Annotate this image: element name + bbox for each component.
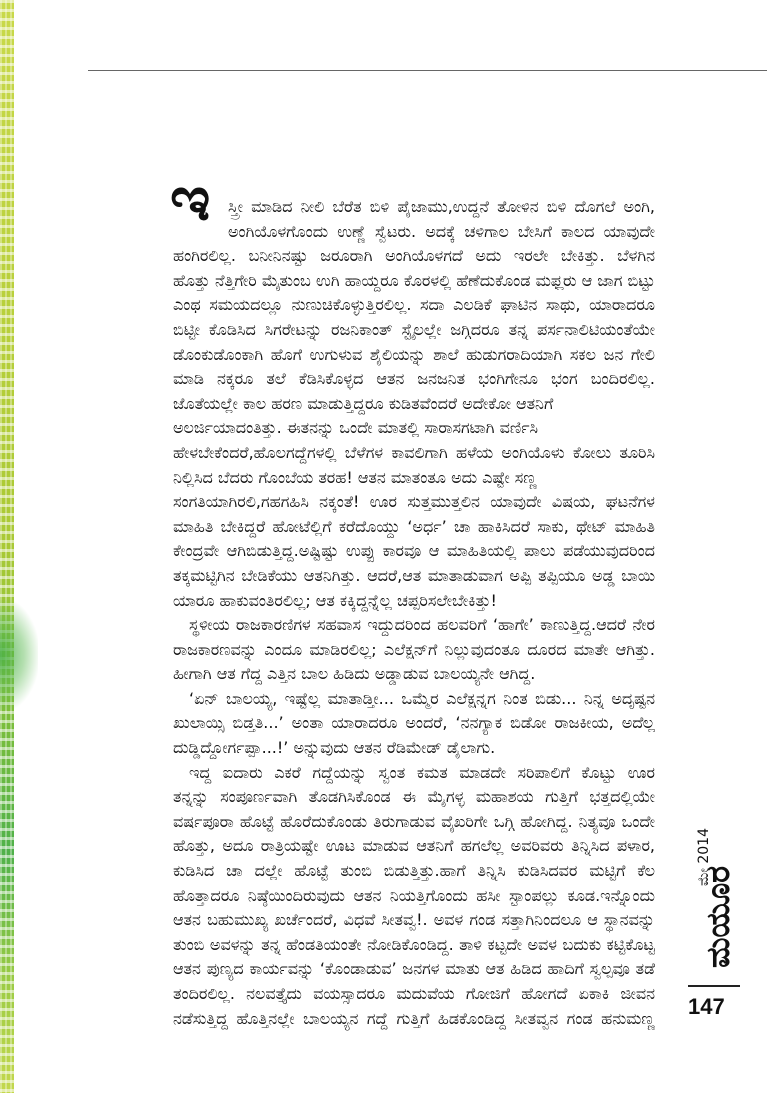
article-line: ನಡೆಸುತ್ತಿದ್ದ ಹೊತ್ತಿನಲ್ಲೇ ಬಾಲಯ್ಯನ ಗದ್ದೆ ಗುತ್ತಿಗೆ ಹಿಡಕೊಂಡಿದ್ದ ಸೀತವ್ವನ ಗಂಡ ಹನುಮಣ್ಣ <box>173 1008 655 1028</box>
article-line: ಹೇಳಬೇಕೆಂದರೆ,ಹೊಲಗದ್ದೆಗಳಲ್ಲಿ ಬೆಳೆಗಳ ಕಾವಲಿಗಾಗಿ ಹಳೆಯ ಅಂಗಿಯೊಳು ಕೋಲು ತೂರಿಸಿ <box>173 442 655 462</box>
article-line: ಇದ್ದ ಐದಾರು ಎಕರೆ ಗದ್ದೆಯನ್ನು ಸ್ವಂತ ಕಮತ ಮಾಡದೇ ಸರಿಪಾಲಿಗೆ ಕೊಟ್ಟು ಊರ <box>189 762 655 782</box>
article-line: ಹೀಗಾಗಿ ಆತ ಗೆದ್ದ ಎತ್ತಿನ ಬಾಲ ಹಿಡಿದು ಅಡ್ಡಾಡುವ ಬಾಲಯ್ಯನೇ ಆಗಿದ್ದ. <box>173 664 536 684</box>
article-line: ದುಡ್ಡಿದ್ದೋರ್ಗಪ್ಪಾ...!’ ಅನ್ನುವುದು ಆತನ ರೆಡಿಮೇಡ್ ಡೈಲಾಗು. <box>173 738 496 758</box>
article-line: ಮಾಹಿತಿ ಬೇಕಿದ್ದರೆ ಹೋಟೆಲ್ಲಿಗೆ ಕರೆದೊಯ್ದು ‘ಅರ್ಧ’ ಚಾ ಹಾಕಿಸಿದರೆ ಸಾಕು, ಥೇಟ್ ಮಾಹಿತಿ <box>173 516 655 536</box>
article-line: ತುಂಬಿ ಅವಳನ್ನು ತನ್ನ ಹೆಂಡತಿಯಂತೇ ನೋಡಿಕೊಂಡಿದ್ದ. ತಾಳಿ ಕಟ್ಟದೇ ಅವಳ ಬದುಕು ಕಟ್ಟಿಕೊಟ್ಟ <box>173 934 655 954</box>
article-line: ನಿಲ್ಲಿಸಿದ ಬೆದರು ಗೊಂಬೆಯ ತರಹ! ಆತನ ಮಾತಂತೂ ಅದು ಎಷ್ಟೇ ಸಣ್ಣ <box>173 467 537 487</box>
article-line: ಹೊತ್ತು, ಅದೂ ರಾತ್ರಿಯಷ್ಟೇ ಊಟ ಮಾಡುವ ಆತನಿಗೆ ಹಗಲೆಲ್ಲ ಅವರಿವರು ತಿನ್ನಿಸಿದ ಪಳಾರ, <box>173 836 655 856</box>
article-line: ತಕ್ಕಮಟ್ಟಿಗಿನ ಬೇಡಿಕೆಯು ಆತನಿಗಿತ್ತು. ಆದರೆ,ಆತ ಮಾತಾಡುವಾಗ ಅಪ್ಪಿ ತಪ್ಪಿಯೂ ಅಡ್ಡ ಬಾಯಿ <box>173 565 655 585</box>
article-line: ವರ್ಷಪೂರಾ ಹೊಟ್ಟೆ ಹೊರೆದುಕೊಂಡು ತಿರುಗಾಡುವ ವೈಖರಿಗೇ ಒಗ್ಗಿ ಹೋಗಿದ್ದ. ನಿತ್ಯವೂ ಒಂದೇ <box>173 811 655 831</box>
page-number-rule <box>688 985 740 987</box>
article-line: ಸಂಗತಿಯಾಗಿರಲಿ,ಗಹಗಹಿಸಿ ನಕ್ಕಂತೆ! ಊರ ಸುತ್ತಮುತ್ತಲಿನ ಯಾವುದೇ ವಿಷಯ, ಘಟನೆಗಳ <box>173 492 655 512</box>
article-line: ಆತನ ಬಹುಮುಖ್ಯ ಖರ್ಚೆಂದರೆ, ವಿಧವೆ ಸೀತವ್ವ!. ಅವಳ ಗಂಡ ಸತ್ತಾಗಿನಿಂದಲೂ ಆ ಸ್ಥಾನವನ್ನು <box>173 910 655 930</box>
article-body <box>173 195 655 1031</box>
page-number: 147 <box>688 994 725 1019</box>
article-line: ಹಂಗಿರಲಿಲ್ಲ. ಬನೀನಿನಷ್ಟು ಜರೂರಾಗಿ ಅಂಗಿಯೊಳಗದೆ ಅದು ಇರಲೇ ಬೇಕಿತ್ತು. ಬೆಳಗಿನ <box>173 246 655 266</box>
magazine-logo: ಮಯೂರ <box>699 865 737 968</box>
article-line: ಅಂಗಿಯೊಳಗೊಂದು ಉಣ್ಣೆ ಸ್ವೆಟರು. ಅದಕ್ಕೆ ಚಳಿಗಾಲ ಬೇಸಿಗೆ ಕಾಲದ ಯಾವುದೇ <box>228 221 655 241</box>
article-line: ಖುಲಾಯ್ಸಿ ಬಿಡ್ತತಿ...’ ಅಂತಾ ಯಾರಾದರೂ ಅಂದರೆ, ‘ನನಗ್ಯಾಕ ಬಿಡೋ ರಾಜಕೀಯ, ಅದೆಲ್ಲ <box>173 713 655 733</box>
article-line: ಹೊತ್ತು ನೆತ್ತಿಗೇರಿ ಮೈತುಂಬ ಉಗಿ ಹಾಯ್ದರೂ ಕೊರಳಲ್ಲಿ ಹೆಣೆದುಕೊಂಡ ಮಫ್ಲರು ಆ ಜಾಗ ಬಿಟ್ಟು <box>173 270 655 290</box>
header-rule <box>88 70 767 71</box>
issue-date: ಮೇ 2014 <box>696 828 712 886</box>
article-line: ತನ್ನನ್ನು ಸಂಪೂರ್ಣವಾಗಿ ತೊಡಗಿಸಿಕೊಂಡ ಈ ಮೈಗಳ್ಳ ಮಹಾಶಯ ಗುತ್ತಿಗೆ ಭತ್ತದಲ್ಲಿಯೇ <box>173 787 655 807</box>
article-line: ಯಾರೂ ಹಾಕುವಂತಿರಲಿಲ್ಲ; ಆತ ಕಕ್ಕಿದ್ದನ್ನೆಲ್ಲ ಚಪ್ಪರಿಸಲೇಬೇಕಿತ್ತು! <box>173 590 497 610</box>
article-line: ಕುಡಿಸಿದ ಚಾ ದಲ್ಲೇ ಹೊಟ್ಟೆ ತುಂಬಿ ಬಿಡುತ್ತಿತ್ತು.ಹಾಗೆ ತಿನ್ನಿಸಿ ಕುಡಿಸಿದವರ ಮಟ್ಟಿಗೆ ಕೆಲ <box>173 861 655 881</box>
decorative-green-strip <box>0 0 14 1093</box>
article-line: ಸ್ತ್ರೀ ಮಾಡಿದ ನೀಲಿ ಬೆರೆತ ಬಿಳಿ ಪೈಜಾಮು,ಉದ್ದನೆ ತೋಳಿನ ಬಿಳಿ ದೊಗಲೆ ಅಂಗಿ, <box>228 197 655 216</box>
drop-cap: ಇ <box>170 162 211 235</box>
article-line: ತಂದಿರಲಿಲ್ಲ. ನಲವತ್ತೈದು ವಯಸ್ಸಾದರೂ ಮದುವೆಯ ಗೋಜಿಗೆ ಹೋಗದೆ ಏಕಾಕಿ ಜೀವನ <box>173 984 655 1003</box>
article-line: ಜೊತೆಯಲ್ಲೇ ಕಾಲ ಹರಣ ಮಾಡುತ್ತಿದ್ದರೂ ಕುಡಿತವೆಂದರೆ ಅದೇಕೋ ಆತನಿಗೆ <box>173 393 554 413</box>
article-line: ರಾಜಕಾರಣವನ್ನು ಎಂದೂ ಮಾಡಿರಲಿಲ್ಲ; ಎಲೆಕ್ಷನ್‌ಗೆ ನಿಲ್ಲುವುದಂತೂ ದೂರದ ಮಾತೇ ಆಗಿತ್ತು. <box>173 639 655 659</box>
article-line: ಬಿಟ್ಟೀ ಕೊಡಿಸಿದ ಸಿಗರೇಟನ್ನು ರಜನಿಕಾಂತ್ ಸ್ಟೈಲಲ್ಲೇ ಜಗ್ಗಿದರೂ ತನ್ನ ಪರ್ಸನಾಲಿಟಿಯಂತೆಯೇ <box>173 319 655 339</box>
article-line: ಮಾಡಿ ನಕ್ಕರೂ ತಲೆ ಕೆಡಿಸಿಕೊಳ್ಳದ ಆತನ ಜನಜನಿತ ಭಂಗಿಗೇನೂ ಭಂಗ ಬಂದಿರಲಿಲ್ಲ. <box>173 369 655 389</box>
article-line: ಸ್ಥಳೀಯ ರಾಜಕಾರಣಿಗಳ ಸಹವಾಸ ಇದ್ದುದರಿಂದ ಹಲವರಿಗೆ ‘ಹಾಗೇ’ ಕಾಣುತ್ತಿದ್ದ.ಆದರೆ ನೇರ <box>189 615 655 635</box>
decorative-green-splash <box>0 600 38 710</box>
article-line: ಕೇಂದ್ರವೇ ಆಗಿಬಿಡುತ್ತಿದ್ದ.ಅಷ್ಟಿಷ್ಟು ಉಪ್ಪು ಕಾರವೂ ಆ ಮಾಹಿತಿಯಲ್ಲಿ ಪಾಲು ಪಡೆಯುವುದರಿಂದ <box>173 541 655 561</box>
article-line: ಡೊಂಕುಡೊಂಕಾಗಿ ಹೊಗೆ ಉಗುಳುವ ಶೈಲಿಯನ್ನು ಶಾಲೆ ಹುಡುಗರಾದಿಯಾಗಿ ಸಕಲ ಜನ ಗೇಲಿ <box>173 344 655 364</box>
article-line: ಹೊತ್ತಾದರೂ ನಿಷ್ಠೆಯಿಂದಿರುವುದು ಆತನ ನಿಯತ್ತಿಗೊಂದು ಹಸೀ ಸ್ಟಾಂಪಲ್ಲು ಕೂಡ.ಇನ್ನೊಂದು <box>173 885 655 905</box>
article-line: ಆತನ ಪುಣ್ಯದ ಕಾರ್ಯವನ್ನು ‘ಕೊಂಡಾಡುವ’ ಜನಗಳ ಮಾತು ಆತ ಹಿಡಿದ ಹಾದಿಗೆ ಸ್ವಲ್ಪವೂ ತಡೆ <box>173 959 655 979</box>
article-line: ಅಲರ್ಜಿಯಾದಂತಿತ್ತು. ಈತನನ್ನು ಒಂದೇ ಮಾತಲ್ಲಿ ಸಾರಾಸಗಟಾಗಿ ವರ್ಣಿಸಿ <box>173 418 539 438</box>
article-line: ‘ಏನ್ ಬಾಲಯ್ಯ, ಇಷ್ಟೆಲ್ಲ ಮಾತಾಡ್ತೀ... ಒಮ್ಮೆರ ಎಲೆಕ್ಷನ್ನಗ ನಿಂತ ಬಿಡು... ನಿನ್ನ ಅದೃಷ್ಟನ <box>189 688 655 708</box>
article-line: ಎಂಥ ಸಮಯದಲ್ಲೂ ನುಣುಚಿಕೊಳ್ಳುತ್ತಿರಲಿಲ್ಲ. ಸದಾ ಎಲಡಿಕೆ ಘಾಟಿನ ಸಾಥು, ಯಾರಾದರೂ <box>173 295 655 315</box>
